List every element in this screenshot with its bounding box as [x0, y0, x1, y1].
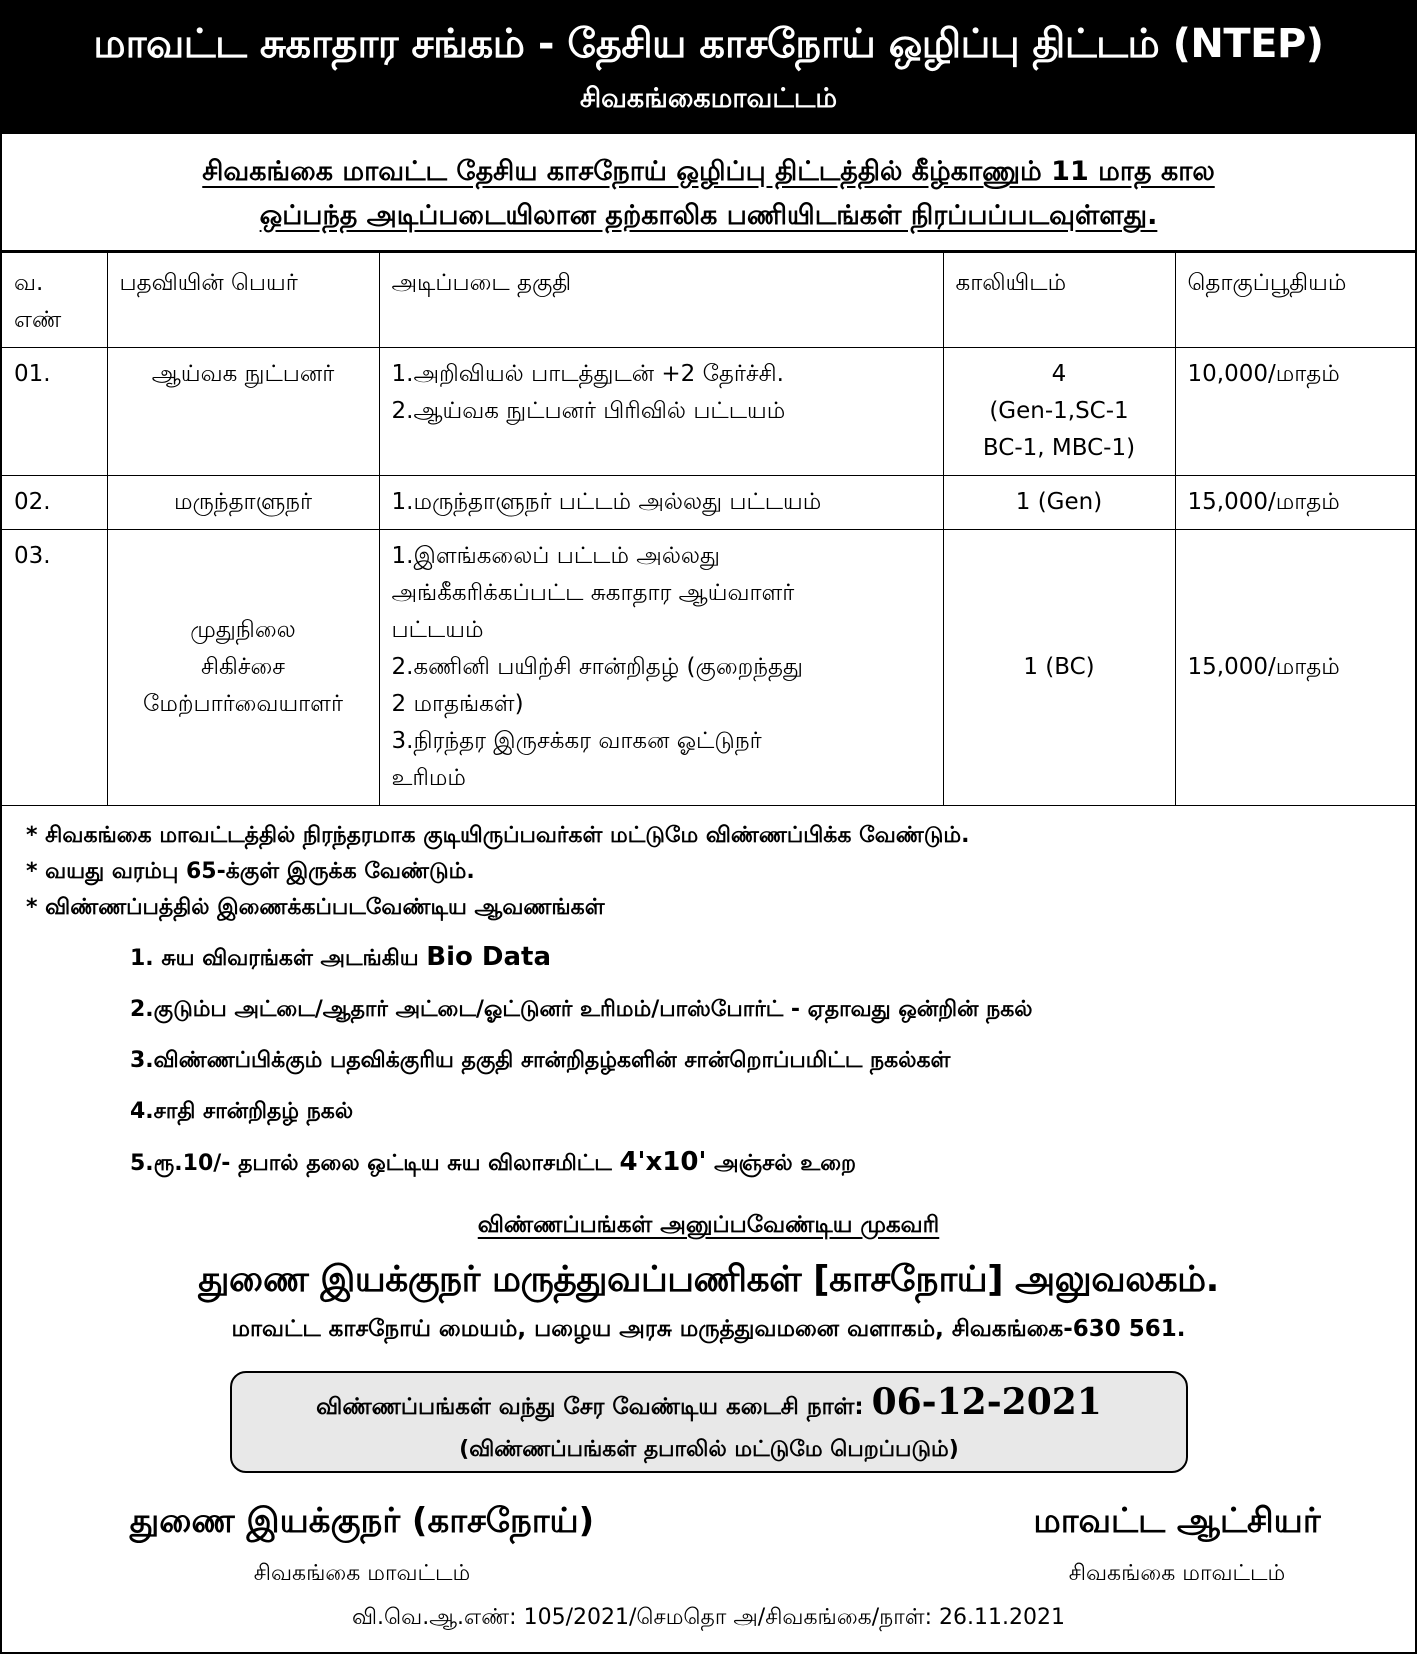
- document-item: [130, 932, 1415, 984]
- document-item: 3.விண்ணப்பிக்கும் பதவிக்குரிய தகுதி சான்றிதழ்களின் சான்றொப்பமிட்ட நகல்கள்: [130, 1048, 951, 1073]
- post-line: முதுநிலை: [190, 617, 296, 643]
- note-item: * விண்ணப்பத்தில் இணைக்கப்படவேண்டிய ஆவணங்கள்: [26, 895, 605, 920]
- row-vacancy: [943, 530, 1175, 806]
- qualification-line: பட்டயம்: [391, 617, 484, 643]
- row-vacancy: [943, 476, 1175, 530]
- table-header-row: [2, 253, 1417, 348]
- qualification-line: 2.கணினி பயிற்சி சான்றிதழ் (குறைந்தது: [391, 654, 803, 680]
- note-item: * வயது வரம்பு 65-க்குள் இருக்க வேண்டும்.: [26, 859, 475, 884]
- qualification-line: 1.அறிவியல் பாடத்துடன் +2 தேர்ச்சி.: [391, 361, 784, 387]
- deadline-note: (விண்ணப்பங்கள் தபாலில் மட்டுமே பெறப்படும்): [459, 1437, 959, 1462]
- reference-number: வி.வெ.ஆ.எண்: 105/2021/செமதொ அ/சிவகங்கை/நாள்: 26.11.2021: [352, 1605, 1065, 1630]
- required-documents: [2, 932, 1415, 1189]
- district-name: சிவகங்கைமாவட்டம்: [579, 83, 838, 114]
- header-banner: [2, 2, 1415, 134]
- intro-line-1: சிவகங்கை மாவட்ட தேசிய காசநோய் ஒழிப்பு திட்டத்தில் கீழ்காணும் 11 மாத கால: [202, 156, 1215, 187]
- row-post: [107, 530, 379, 806]
- deadline-line: [232, 1379, 1186, 1430]
- row-qualification: [379, 530, 943, 806]
- signatory-title: துணை இயக்குநர் (காசநோய்): [129, 1501, 595, 1541]
- header-qualification: அடிப்படை தகுதி: [379, 253, 943, 348]
- intro-text: [2, 134, 1415, 252]
- notice-title: மாவட்ட சுகாதார சங்கம் - தேசிய காசநோய் ஒழிப்பு திட்டம் (NTEP): [93, 21, 1324, 67]
- office-address: மாவட்ட காசநோய் மையம், பழைய அரசு மருத்துவமனை வளாகம், சிவகங்கை-630 561.: [231, 1316, 1186, 1342]
- vacancy-line: 1 (BC): [1023, 654, 1095, 680]
- vacancy-line: 1 (Gen): [1015, 489, 1103, 515]
- document-text: அஞ்சல் உறை: [706, 1151, 857, 1176]
- signatory-district: சிவகங்கை மாவட்டம்: [253, 1561, 471, 1586]
- qualification-line: 1.இளங்கலைப் பட்டம் அல்லது: [391, 543, 720, 569]
- row-sno: 03.: [2, 530, 107, 806]
- vacancy-line: BC-1, MBC-1): [982, 435, 1136, 461]
- row-salary: 10,000/மாதம்: [1175, 348, 1417, 476]
- document-item: 4.சாதி சான்றிதழ் நகல்: [130, 1099, 354, 1124]
- document-item: [130, 1137, 1415, 1189]
- header-salary: தொகுப்பூதியம்: [1175, 253, 1417, 348]
- post-line: சிகிச்சை: [200, 654, 286, 680]
- document-text: 1. சுய விவரங்கள் அடங்கிய: [130, 946, 427, 971]
- qualification-line: 2.ஆய்வக நுட்பனர் பிரிவில் பட்டயம்: [391, 398, 786, 424]
- signatory-title: மாவட்ட ஆட்சியர்: [1033, 1501, 1321, 1541]
- document-text: 5.ரூ.10/- தபால் தலை ஒட்டிய சுய விலாசமிட்ட: [130, 1151, 620, 1176]
- row-post: [107, 476, 379, 530]
- deadline-label: விண்ணப்பங்கள் வந்து சேர வேண்டிய கடைசி நாள்:: [316, 1394, 872, 1420]
- post-line: மருந்தாளுநர்: [173, 489, 313, 515]
- row-post: [107, 348, 379, 476]
- row-salary: 15,000/மாதம்: [1175, 530, 1417, 806]
- signature-deputy-director: [22, 1496, 702, 1594]
- row-vacancy: [943, 348, 1175, 476]
- qualification-line: அங்கீகரிக்கப்பட்ட சுகாதார ஆய்வாளர்: [391, 580, 795, 606]
- row-sno: 02.: [2, 476, 107, 530]
- qualification-line: உரிமம்: [391, 765, 466, 791]
- row-salary: 15,000/மாதம்: [1175, 476, 1417, 530]
- header-sno-line-1: வ.: [14, 270, 44, 296]
- document-text-bold: Bio Data: [426, 942, 552, 972]
- row-sno: 01.: [2, 348, 107, 476]
- signature-collector: [957, 1496, 1397, 1594]
- table-row: [2, 348, 1417, 476]
- note-item: * சிவகங்கை மாவட்டத்தில் நிரந்தரமாக குடியிருப்பவர்கள் மட்டுமே விண்ணப்பிக்க வேண்டும்.: [26, 823, 970, 848]
- vacancy-table: [2, 252, 1417, 806]
- vacancy-line: (Gen-1,SC-1: [989, 398, 1129, 424]
- post-line: ஆய்வக நுட்பனர்: [151, 361, 335, 387]
- row-qualification: [379, 476, 943, 530]
- qualification-line: 1.மருந்தாளுநர் பட்டம் அல்லது பட்டயம்: [391, 489, 822, 515]
- office-name: துணை இயக்குநர் மருத்துவப்பணிகள் [காசநோய்] அலுவலகம்.: [198, 1259, 1219, 1300]
- intro-line-2: ஒப்பந்த அடிப்படையிலான தற்காலிக பணியிடங்கள் நிரப்பப்படவுள்ளது.: [259, 200, 1158, 231]
- eligibility-notes: [2, 806, 1415, 926]
- header-vacancy: காலியிடம்: [943, 253, 1175, 348]
- header-post: பதவியின் பெயர்: [107, 253, 379, 348]
- vacancy-line: 4: [1051, 361, 1067, 387]
- address-heading: விண்ணப்பங்கள் அனுப்பவேண்டிய முகவரி: [477, 1212, 940, 1238]
- row-qualification: [379, 348, 943, 476]
- deadline-box: [230, 1371, 1188, 1473]
- deadline-date: 06-12-2021: [871, 1381, 1102, 1423]
- table-row: [2, 476, 1417, 530]
- qualification-line: 3.நிரந்தர இருசக்கர வாகன ஓட்டுநர்: [391, 728, 762, 754]
- document-item: 2.குடும்ப அட்டை/ஆதார் அட்டை/ஓட்டுனர் உரிமம்/பாஸ்போர்ட் - ஏதாவது ஒன்றின் நகல்: [130, 997, 1033, 1022]
- header-sno: [2, 253, 107, 348]
- table-row: [2, 530, 1417, 806]
- signatory-district: சிவகங்கை மாவட்டம்: [1068, 1561, 1286, 1586]
- envelope-size: 4'x10': [619, 1147, 707, 1177]
- header-sno-line-2: எண்: [14, 307, 62, 333]
- qualification-line: 2 மாதங்கள்): [391, 691, 524, 717]
- post-line: மேற்பார்வையாளர்: [143, 691, 343, 717]
